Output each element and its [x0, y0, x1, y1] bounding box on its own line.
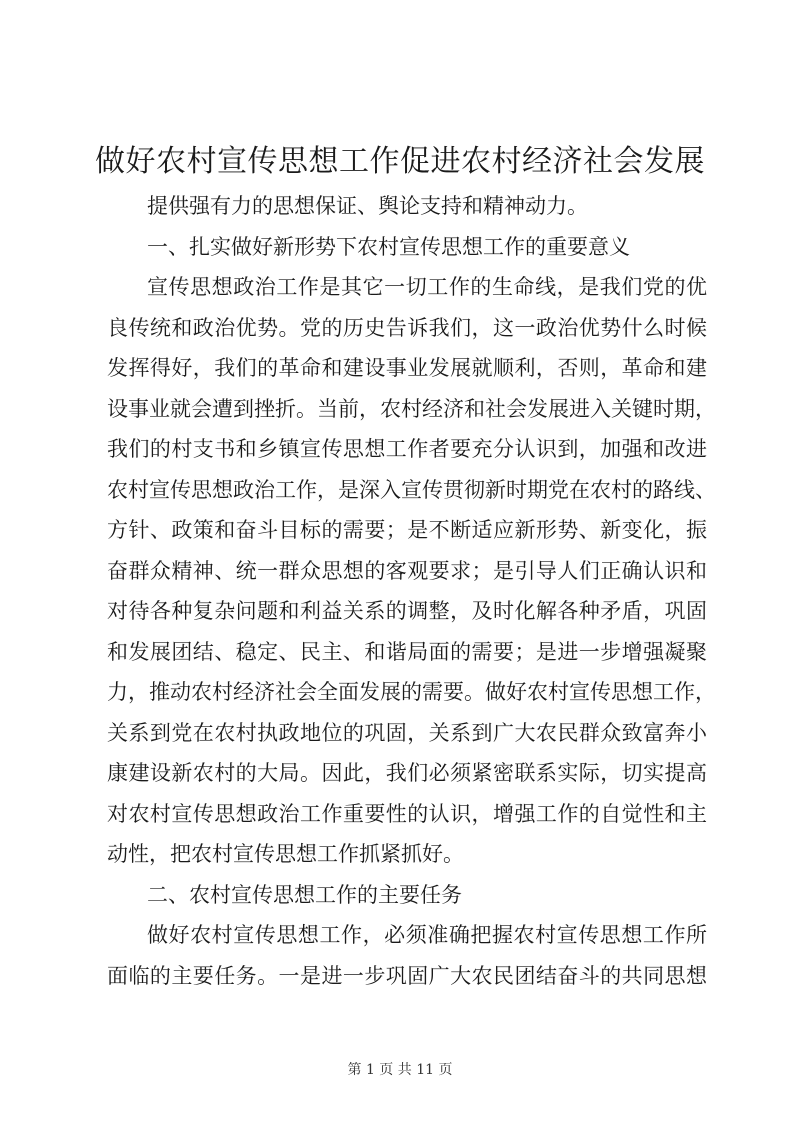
body-line: 做好农村宣传思想工作，必须准确把握农村宣传思想工作所: [147, 923, 707, 947]
body-line: 奋群众精神、统一群众思想的客观要求；是引导人们正确认识和: [107, 558, 707, 583]
body-line: 方针、政策和奋斗目标的需要；是不断适应新形势、新变化，振: [107, 518, 707, 542]
body-line: 设事业就会遭到挫折。当前，农村经济和社会发展进入关键时期，: [107, 396, 716, 421]
body-line: 面临的主要任务。一是进一步巩固广大农民团结奋斗的共同思想: [107, 963, 707, 988]
body-line: 宣传思想政治工作是其它一切工作的生命线，是我们党的优: [147, 275, 707, 299]
page-title: 做好农村宣传思想工作促进农村经济社会发展: [95, 144, 705, 179]
body-line: 对农村宣传思想政治工作重要性的认识，增强工作的自觉性和主: [107, 801, 707, 826]
body-line: 关系到党在农村执政地位的巩固，关系到广大农民群众致富奔小: [107, 720, 707, 745]
body-line: 动性，把农村宣传思想工作抓紧抓好。: [107, 842, 464, 866]
body-line: 我们的村支书和乡镇宣传思想工作者要充分认识到，加强和改进: [107, 437, 707, 461]
body-line: 和发展团结、稳定、民主、和谐局面的需要；是进一步增强凝聚: [107, 639, 707, 664]
body-line: 对待各种复杂问题和利益关系的调整，及时化解各种矛盾，巩固: [107, 599, 707, 623]
document-body: [107, 186, 716, 996]
body-line: 良传统和政治优势。党的历史告诉我们，这一政治优势什么时候: [107, 315, 707, 340]
section-heading-1: 一、扎实做好新形势下农村宣传思想工作的重要意义: [147, 234, 630, 259]
page-number-footer: 第 1 页 共 11 页: [347, 1062, 453, 1078]
body-line: 康建设新农村的大局。因此，我们必须紧密联系实际，切实提高: [107, 761, 707, 785]
body-line: 发挥得好，我们的革命和建设事业发展就顺利，否则，革命和建: [107, 356, 707, 380]
body-line: 农村宣传思想政治工作，是深入宣传贯彻新时期党在农村的路线、: [107, 477, 716, 502]
body-line: 提供强有力的思想保证、舆论支持和精神动力。: [147, 194, 588, 218]
section-heading-2: 二、农村宣传思想工作的主要任务: [147, 882, 462, 907]
body-line: 力，推动农村经济社会全面发展的需要。做好农村宣传思想工作，: [107, 680, 716, 704]
